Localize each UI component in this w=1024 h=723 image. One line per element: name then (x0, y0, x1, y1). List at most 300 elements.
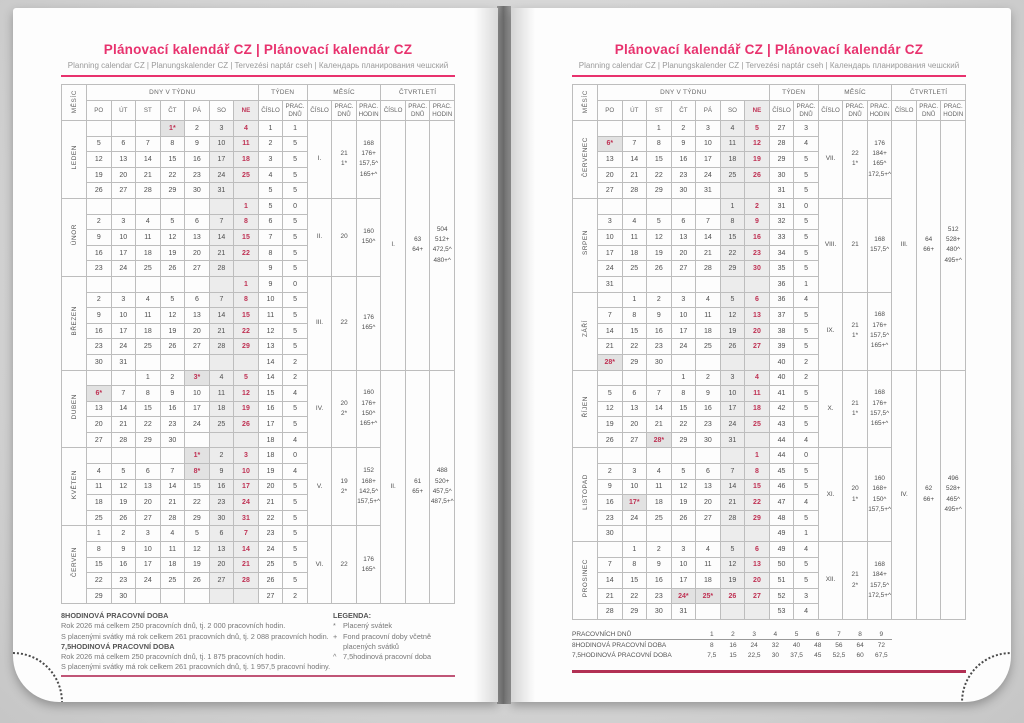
day-cell: 8 (671, 386, 696, 402)
day-cell: 31 (671, 604, 696, 620)
day-cell: 31 (111, 354, 136, 370)
day-cell: 26 (647, 261, 672, 277)
day-cell: 3* (185, 370, 210, 386)
page-subtitle: Planning calendar CZ | Planungskalender CZ | Tervezési naptár cseh | Календарь планирования чешский (67, 61, 449, 70)
sub-header: PRAC. DNŮ (283, 101, 308, 121)
day-cell: 5 (87, 136, 112, 152)
week-workdays: 5 (283, 573, 308, 589)
day-cell: 8 (87, 542, 112, 558)
week-workdays: 0 (283, 198, 308, 214)
sub-header: ČÍSLO (258, 101, 283, 121)
sub-header: ČÍSLO (818, 101, 843, 121)
month-hours: 168 176+ 157,5^ 165+^ (356, 121, 381, 199)
legend-symbol: ^ (333, 651, 337, 661)
legend-item (333, 632, 455, 652)
day-cell: 26 (745, 167, 770, 183)
day-cell (745, 604, 770, 620)
week-workdays: 5 (283, 479, 308, 495)
day-cell: 10 (671, 557, 696, 573)
day-cell: 11 (647, 479, 672, 495)
day-cell (209, 354, 234, 370)
day-cell: 29 (647, 183, 672, 199)
week-workdays: 5 (283, 245, 308, 261)
day-cell: 17 (671, 323, 696, 339)
day-cell: 7 (696, 214, 721, 230)
month-name (573, 448, 598, 542)
month-name-label: LEDEN (70, 144, 78, 170)
day-cell: 30 (160, 432, 185, 448)
week-workdays: 3 (794, 588, 819, 604)
week-number: 21 (258, 495, 283, 511)
planning-table-jul-dec (572, 84, 966, 620)
day-cell: 11 (136, 308, 161, 324)
day-cell: 16 (745, 230, 770, 246)
day-cell (745, 432, 770, 448)
day-cell: 18 (720, 152, 745, 168)
day-cell: 22 (720, 245, 745, 261)
day-cell: 30 (647, 354, 672, 370)
day-cell: 30 (185, 183, 210, 199)
day-cell: 21 (622, 167, 647, 183)
month-name-label: ÚNOR (70, 224, 78, 246)
title-rule (572, 75, 966, 77)
week-workdays: 5 (283, 323, 308, 339)
week-number: 10 (258, 292, 283, 308)
week-workdays: 5 (283, 292, 308, 308)
day-cell: 11 (745, 386, 770, 402)
day-cell: 29 (185, 510, 210, 526)
month-hours: 160 176+ 150^ 165+^ (356, 370, 381, 448)
day-cell: 8 (234, 214, 259, 230)
week-number: 51 (769, 573, 794, 589)
legend-text: 7,5hodinová pracovní doba (343, 651, 432, 661)
day-cell (136, 448, 161, 464)
day-cell: 18 (647, 495, 672, 511)
day-cell: 7 (234, 526, 259, 542)
week-number: 17 (258, 417, 283, 433)
week-workdays: 2 (794, 354, 819, 370)
day-cell: 7 (622, 136, 647, 152)
day-cell: 1 (622, 542, 647, 558)
month-hours: 160 168+ 150^ 157,5+^ (867, 448, 892, 542)
week-number: 37 (769, 308, 794, 324)
day-cell: 2 (87, 214, 112, 230)
month-name (62, 526, 87, 604)
week-workdays: 5 (283, 542, 308, 558)
day-cell: 12 (671, 479, 696, 495)
day-cell: 2 (598, 464, 623, 480)
week-number: 13 (258, 339, 283, 355)
days-group-header: DNY V TÝDNU (87, 85, 259, 101)
day-name-header: ČT (160, 101, 185, 121)
quarter-number: IV. (892, 370, 917, 620)
day-cell (111, 276, 136, 292)
day-cell: 19 (598, 417, 623, 433)
footer-value: 15 (729, 651, 737, 659)
planning-calendar-table (61, 84, 455, 604)
quarter-number: I. (381, 121, 406, 371)
week-number: 31 (769, 183, 794, 199)
day-cell: 14 (160, 479, 185, 495)
week-workdays: 5 (283, 308, 308, 324)
sub-header: ČÍSLO (381, 101, 406, 121)
week-workdays: 5 (283, 136, 308, 152)
legend-title: LEGENDA: (333, 611, 372, 621)
day-cell: 29 (745, 510, 770, 526)
day-cell: 12 (111, 479, 136, 495)
month-name-label: PROSINEC (581, 558, 589, 598)
week-number: 8 (258, 245, 283, 261)
day-cell: 25 (209, 417, 234, 433)
page-right (511, 8, 1011, 702)
day-cell: 22 (185, 495, 210, 511)
day-cell: 25 (647, 510, 672, 526)
footer-value: 52,5 (832, 651, 846, 659)
day-cell: 14 (209, 230, 234, 246)
day-cell: 7 (111, 386, 136, 402)
day-cell: 8 (234, 292, 259, 308)
day-cell: 14 (111, 401, 136, 417)
day-cell: 24 (136, 573, 161, 589)
week-number: 36 (769, 292, 794, 308)
day-cell: 21 (647, 417, 672, 433)
week-number: 39 (769, 339, 794, 355)
week-workdays: 5 (283, 152, 308, 168)
day-cell: 5 (160, 292, 185, 308)
day-cell: 22 (136, 417, 161, 433)
day-cell: 12 (87, 152, 112, 168)
sub-header: PRAC. HODIN (867, 101, 892, 121)
week-workdays: 5 (794, 479, 819, 495)
week-workdays: 1 (794, 526, 819, 542)
day-cell (720, 276, 745, 292)
day-cell: 21 (696, 245, 721, 261)
day-cell: 6 (745, 292, 770, 308)
week-workdays: 5 (283, 214, 308, 230)
day-cell: 9 (209, 464, 234, 480)
day-cell: 4 (720, 121, 745, 137)
day-cell: 22 (160, 167, 185, 183)
day-cell: 24 (111, 261, 136, 277)
day-cell (160, 354, 185, 370)
day-cell: 7 (720, 464, 745, 480)
day-cell: 16 (87, 245, 112, 261)
week-number: 40 (769, 354, 794, 370)
day-name-header: ÚT (111, 101, 136, 121)
day-cell: 12 (160, 230, 185, 246)
week-number: 53 (769, 604, 794, 620)
day-cell: 6 (671, 214, 696, 230)
day-cell (696, 354, 721, 370)
day-cell: 26 (87, 183, 112, 199)
day-cell: 7 (647, 386, 672, 402)
footer-value: 48 (814, 641, 822, 649)
week-workdays: 5 (283, 510, 308, 526)
quarter-number: II. (381, 370, 406, 604)
bottom-rule-right (572, 670, 966, 673)
day-cell (87, 198, 112, 214)
day-name-header: ST (647, 101, 672, 121)
week-workdays: 5 (794, 183, 819, 199)
day-cell: 17* (622, 495, 647, 511)
footer-row-label: 8HODINOVÁ PRACOVNÍ DOBA (572, 641, 667, 649)
week-workdays: 5 (283, 417, 308, 433)
month-name (573, 292, 598, 370)
week-workdays: 2 (283, 588, 308, 604)
footer-value: 8 (709, 641, 714, 649)
day-cell: 9 (111, 542, 136, 558)
day-cell: 8 (720, 214, 745, 230)
week-workdays: 5 (283, 495, 308, 511)
day-cell: 1 (671, 370, 696, 386)
working-time-line: S placenými svátky má rok celkem 261 pracovních dnů, tj. 1 957,5 pracovní hodiny. (61, 661, 331, 671)
day-cell (598, 198, 623, 214)
legend-symbol: + (333, 631, 338, 641)
day-cell: 25 (622, 261, 647, 277)
day-cell: 1 (87, 526, 112, 542)
day-cell (209, 432, 234, 448)
day-cell (111, 198, 136, 214)
day-cell: 10 (671, 308, 696, 324)
month-workdays: 22 (332, 526, 357, 604)
day-cell: 28 (136, 183, 161, 199)
day-cell: 23 (87, 339, 112, 355)
day-cell: 2 (185, 121, 210, 137)
day-cell: 23 (598, 510, 623, 526)
day-cell (696, 198, 721, 214)
day-cell: 29 (234, 339, 259, 355)
day-cell: 5 (234, 370, 259, 386)
week-workdays: 4 (794, 495, 819, 511)
week-number: 9 (258, 276, 283, 292)
day-cell: 13 (209, 542, 234, 558)
day-cell: 18 (160, 557, 185, 573)
footer-value: 2 (722, 629, 743, 640)
day-cell: 15 (185, 479, 210, 495)
planning-calendar-table (572, 84, 966, 620)
day-cell (234, 432, 259, 448)
month-name-label: ŘÍJEN (581, 395, 589, 418)
day-cell: 17 (111, 323, 136, 339)
day-cell: 27 (745, 588, 770, 604)
week-workdays: 4 (794, 292, 819, 308)
day-cell: 27 (87, 432, 112, 448)
day-cell: 11 (622, 230, 647, 246)
day-cell: 9 (647, 308, 672, 324)
week-workdays: 4 (283, 464, 308, 480)
day-cell (111, 448, 136, 464)
day-cell: 15 (720, 230, 745, 246)
day-cell: 22 (622, 588, 647, 604)
day-cell: 23 (87, 261, 112, 277)
day-cell (696, 604, 721, 620)
day-cell: 7 (136, 136, 161, 152)
day-cell: 11 (234, 136, 259, 152)
day-cell: 30 (671, 183, 696, 199)
month-name-label: ČERVENEC (581, 136, 589, 178)
month-number: IV. (307, 370, 332, 448)
month-name-label: ZÁŘÍ (581, 320, 589, 337)
day-cell: 18 (745, 401, 770, 417)
day-cell: 22 (647, 167, 672, 183)
day-cell: 11 (87, 479, 112, 495)
week-workdays: 0 (794, 198, 819, 214)
week-workdays: 5 (283, 557, 308, 573)
footer-value: 6 (807, 629, 828, 640)
day-cell: 19 (745, 152, 770, 168)
day-cell (87, 448, 112, 464)
week-workdays: 2 (283, 354, 308, 370)
day-cell: 16 (647, 573, 672, 589)
footer-value: 40 (792, 641, 801, 649)
day-cell: 27 (209, 573, 234, 589)
day-cell (234, 261, 259, 277)
week-number: 49 (769, 526, 794, 542)
week-number: 47 (769, 495, 794, 511)
day-cell: 30 (696, 432, 721, 448)
day-cell: 28 (622, 183, 647, 199)
day-cell (136, 588, 161, 604)
week-number: 14 (258, 370, 283, 386)
day-cell: 1 (234, 276, 259, 292)
working-time-heading: 8HODINOVÁ PRACOVNÍ DOBA (61, 611, 169, 621)
month-name (62, 370, 87, 448)
day-cell: 31 (234, 510, 259, 526)
day-cell: 21 (234, 557, 259, 573)
quarter-workdays: 64 66+ (916, 121, 941, 371)
day-name-header: SO (209, 101, 234, 121)
day-cell (136, 276, 161, 292)
footer-value: 56 (835, 641, 843, 649)
week-number: 40 (769, 370, 794, 386)
day-name-header: ST (136, 101, 161, 121)
day-cell: 17 (234, 479, 259, 495)
day-cell: 20 (136, 495, 161, 511)
day-cell: 8 (622, 557, 647, 573)
day-cell: 11 (209, 386, 234, 402)
day-cell (209, 588, 234, 604)
footer-notes (61, 611, 455, 671)
sub-header: ČÍSLO (307, 101, 332, 121)
day-cell: 20 (185, 245, 210, 261)
week-number: 14 (258, 354, 283, 370)
day-cell: 22 (87, 573, 112, 589)
month-name-label: KVĚTEN (70, 469, 78, 500)
day-cell: 31 (209, 183, 234, 199)
week-number: 18 (258, 432, 283, 448)
footer-value: 72 (877, 641, 885, 649)
footer-value: 45 (814, 651, 822, 659)
day-cell: 5 (720, 292, 745, 308)
day-cell: 26 (671, 510, 696, 526)
day-cell: 22 (622, 339, 647, 355)
week-workdays: 5 (283, 526, 308, 542)
day-cell (234, 588, 259, 604)
day-cell (671, 354, 696, 370)
day-cell: 20 (622, 417, 647, 433)
month-workdays: 20 (332, 198, 357, 276)
month-workdays: 21 1* (843, 370, 868, 448)
week-workdays: 1 (283, 121, 308, 137)
day-cell: 12 (647, 230, 672, 246)
footer-value: 60 (856, 651, 864, 659)
week-workdays: 5 (794, 261, 819, 277)
week-number: 36 (769, 276, 794, 292)
week-number: 33 (769, 230, 794, 246)
day-cell: 25 (696, 339, 721, 355)
day-cell: 23 (696, 417, 721, 433)
day-cell: 17 (696, 152, 721, 168)
day-cell: 15 (87, 557, 112, 573)
day-cell: 28 (234, 573, 259, 589)
day-cell (622, 448, 647, 464)
day-cell: 25* (696, 588, 721, 604)
page-left (13, 8, 498, 702)
day-cell: 21 (111, 417, 136, 433)
day-cell: 9 (745, 214, 770, 230)
sub-header: PRAC. DNŮ (405, 101, 430, 121)
day-cell: 23 (647, 339, 672, 355)
day-cell: 30 (209, 510, 234, 526)
day-cell: 25 (234, 167, 259, 183)
book-gutter (497, 6, 511, 704)
day-cell: 1 (720, 198, 745, 214)
week-workdays: 5 (794, 167, 819, 183)
day-cell: 29 (87, 588, 112, 604)
week-workdays: 4 (794, 604, 819, 620)
day-cell: 19 (160, 323, 185, 339)
day-cell: 19 (234, 401, 259, 417)
day-cell (111, 121, 136, 137)
month-number: X. (818, 370, 843, 448)
day-cell: 17 (136, 557, 161, 573)
day-cell: 5 (111, 464, 136, 480)
day-cell: 24 (720, 417, 745, 433)
day-cell (696, 526, 721, 542)
day-cell (598, 542, 623, 558)
day-cell: 5 (745, 121, 770, 137)
week-number: 44 (769, 432, 794, 448)
sub-header: PRAC. DNŮ (332, 101, 357, 121)
day-cell: 4 (622, 214, 647, 230)
quarter-hours: 496 528+ 465^ 495+^ (941, 370, 966, 620)
day-cell (671, 526, 696, 542)
month-number: II. (307, 198, 332, 276)
week-number: 38 (769, 323, 794, 339)
day-cell: 4 (745, 370, 770, 386)
day-cell: 24 (234, 495, 259, 511)
week-group-header: TÝDEN (769, 85, 818, 101)
day-cell: 26 (234, 417, 259, 433)
page-title: Plánovací kalendář CZ | Plánovací kalendár CZ (103, 42, 413, 57)
week-number: 34 (769, 245, 794, 261)
quarter-workdays: 63 64+ (405, 121, 430, 371)
week-number: 12 (258, 323, 283, 339)
week-number: 4 (258, 167, 283, 183)
day-name-header: PO (87, 101, 112, 121)
week-number: 28 (769, 136, 794, 152)
month-number: VI. (307, 526, 332, 604)
day-cell: 28 (696, 261, 721, 277)
week-number: 48 (769, 510, 794, 526)
week-number: 30 (769, 167, 794, 183)
sub-header: PRAC. HODIN (356, 101, 381, 121)
day-cell (185, 588, 210, 604)
day-cell: 13 (185, 308, 210, 324)
day-cell: 12 (745, 136, 770, 152)
week-number: 19 (258, 464, 283, 480)
day-cell: 19 (160, 245, 185, 261)
